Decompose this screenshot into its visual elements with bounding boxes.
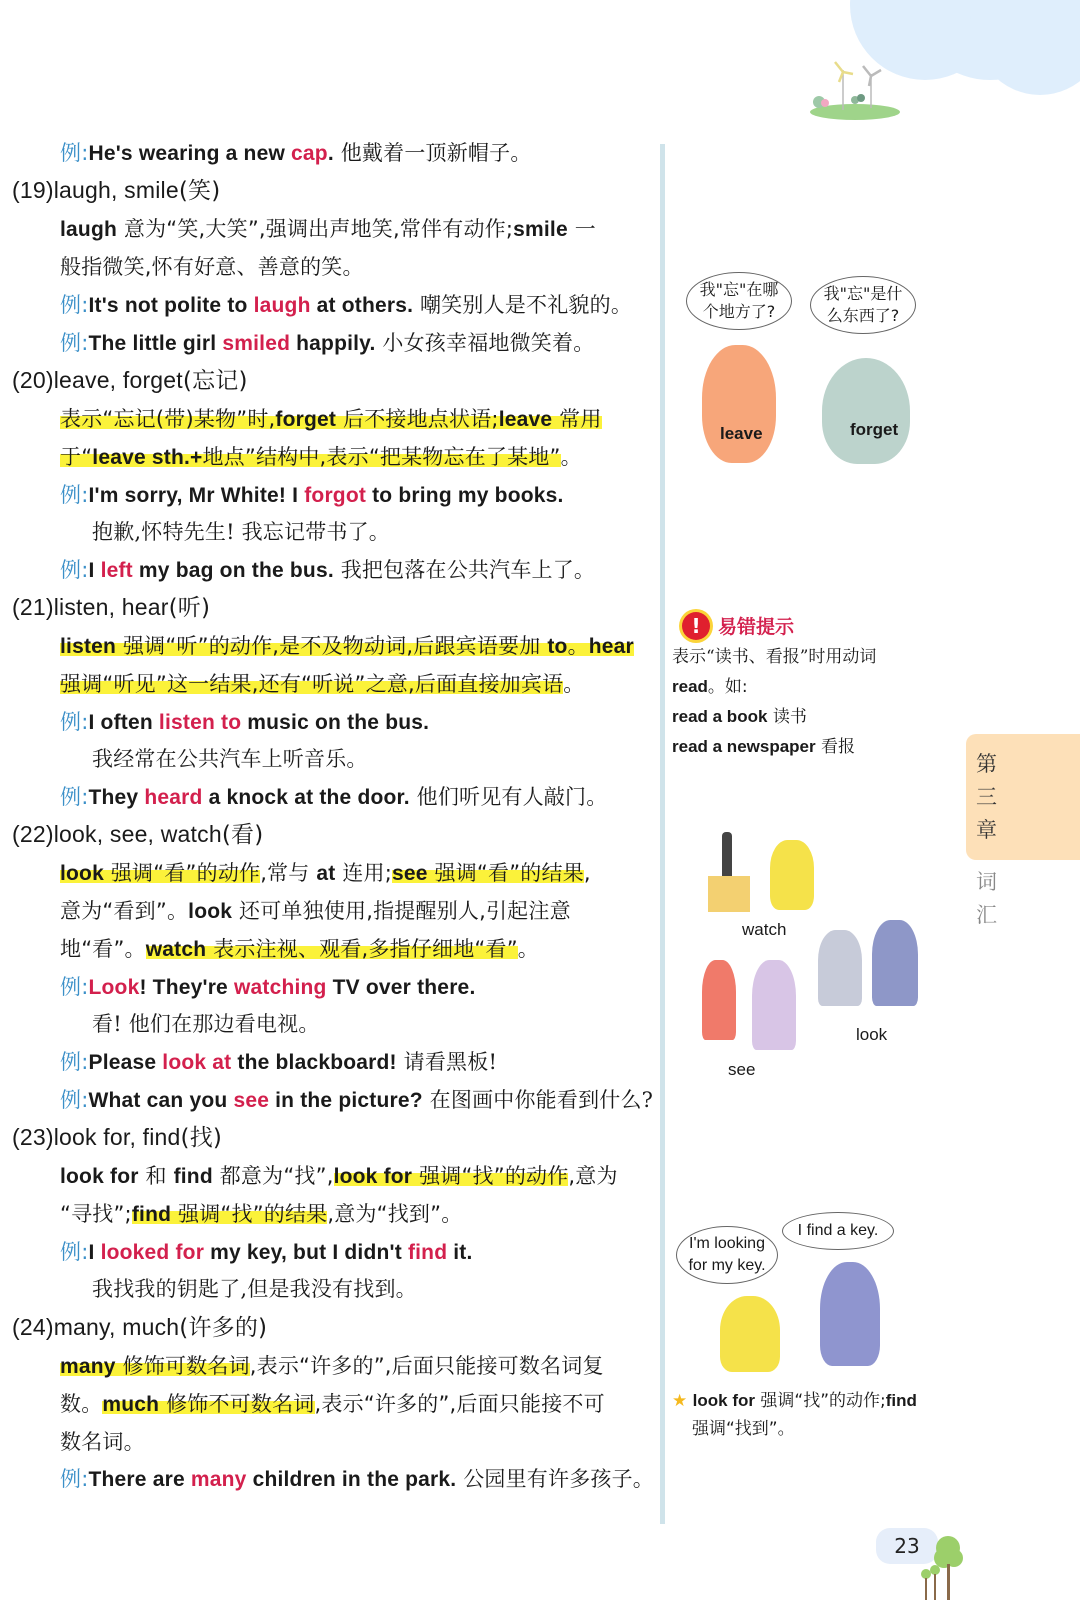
example-line bbox=[60, 972, 475, 1003]
explanation-line bbox=[60, 442, 582, 473]
heading-zh: (看) bbox=[221, 822, 264, 848]
term: leave sth.+ bbox=[92, 446, 203, 469]
explanation-text: 数名词。 bbox=[60, 1430, 145, 1454]
heading-zh: (忘记) bbox=[182, 368, 248, 394]
speech-bubble bbox=[686, 272, 792, 330]
term: find bbox=[173, 1165, 213, 1188]
example-text: It's not polite to bbox=[88, 294, 254, 317]
explanation-text: 强调“听见”这一结果,还有“听说”之意,后面直接加宾语 bbox=[60, 672, 564, 696]
example-text: my bag on the bus. bbox=[132, 559, 334, 582]
explanation-line bbox=[60, 1199, 462, 1230]
explanation-text: 般指微笑,怀有好意、善意的笑。 bbox=[60, 255, 364, 279]
example-line bbox=[60, 1085, 653, 1116]
explanation-text: 意为“笑,大笑”,强调出声地笑,常伴有动作; bbox=[117, 217, 514, 241]
heading-en: (19)laugh, smile bbox=[12, 177, 179, 203]
explanation-text: ,表示“许多的”,后面只能接不可 bbox=[314, 1392, 605, 1416]
explanation-text: 数。 bbox=[60, 1392, 103, 1416]
heading-en: (21)listen, hear bbox=[12, 594, 169, 620]
explanation-text: 后不接地点状语; bbox=[336, 407, 499, 431]
example-text: . bbox=[327, 142, 334, 165]
explanation-line bbox=[60, 1427, 145, 1458]
explanation-text: 常用 bbox=[552, 407, 602, 431]
bubble-text: 个地方了? bbox=[702, 302, 776, 321]
example-text: in the picture? bbox=[269, 1089, 423, 1112]
page-number: 23 bbox=[876, 1528, 938, 1564]
explanation-text: 地“看”。 bbox=[60, 937, 146, 961]
example-translation: 他戴着一顶新帽子。 bbox=[333, 141, 532, 165]
example-translation: 嘲笑别人是不礼貌的。 bbox=[413, 293, 633, 317]
example-text: He's wearing a new bbox=[88, 142, 292, 165]
example-line bbox=[60, 138, 532, 169]
example-translation: 小女孩幸福地微笑着。 bbox=[375, 331, 595, 355]
explanation-text: 强调“听”的动作,是不及物动词,后跟宾语要加 bbox=[116, 634, 548, 658]
example-text: a knock at the door. bbox=[202, 786, 410, 809]
girl-with-key-icon bbox=[820, 1262, 880, 1366]
bubble-text: 么东西了? bbox=[826, 306, 900, 325]
chapter-subtitle-char: 词 bbox=[976, 870, 997, 894]
explanation-line bbox=[60, 858, 591, 889]
explanation-line bbox=[60, 1351, 604, 1382]
bubble-text: for my key. bbox=[688, 1257, 766, 1274]
heading-en: (20)leave, forget bbox=[12, 367, 183, 393]
keyword: forgot bbox=[304, 484, 367, 507]
term: find bbox=[131, 1203, 172, 1226]
term: find bbox=[885, 1391, 917, 1410]
keyword: cap bbox=[291, 142, 328, 165]
chapter-tab[interactable] bbox=[966, 734, 1080, 860]
example-text: I bbox=[88, 559, 101, 582]
keyword: heard bbox=[144, 786, 203, 809]
example-text: my key, but I didn't bbox=[204, 1241, 408, 1264]
section-heading-20 bbox=[12, 365, 248, 396]
example-line bbox=[60, 1464, 654, 1495]
term: laugh bbox=[60, 218, 117, 241]
explanation-text: 于“ bbox=[60, 445, 93, 469]
explanation-line bbox=[60, 934, 539, 965]
example-line bbox=[60, 1047, 497, 1078]
boy-back-icon bbox=[752, 960, 796, 1050]
example-text: TV over there. bbox=[326, 976, 476, 999]
term: look bbox=[60, 862, 104, 885]
example-label: 例: bbox=[60, 1240, 89, 1264]
example-label: 例: bbox=[60, 293, 89, 317]
explanation-line bbox=[60, 1161, 618, 1192]
punctuation: 。 bbox=[563, 672, 585, 696]
example-label: 例: bbox=[60, 710, 89, 734]
example-line bbox=[60, 782, 607, 813]
term: see bbox=[392, 862, 428, 885]
example-label: 例: bbox=[60, 785, 89, 809]
tip-line bbox=[672, 732, 855, 762]
term: forget bbox=[275, 408, 337, 431]
explanation-text: 强调“找”的结果 bbox=[171, 1202, 328, 1226]
punctuation: 。 bbox=[560, 445, 582, 469]
punctuation: , bbox=[583, 861, 591, 885]
keyword: smiled bbox=[222, 332, 291, 355]
example-text: They bbox=[88, 786, 145, 809]
keyword: many bbox=[190, 1468, 247, 1491]
heading-zh: (许多的) bbox=[179, 1315, 268, 1341]
speech-bubble bbox=[782, 1212, 894, 1250]
note-text: 强调“找”的动作; bbox=[755, 1391, 886, 1411]
tip-text: 看报 bbox=[815, 737, 856, 757]
heading-zh: (笑) bbox=[178, 178, 221, 204]
heading-zh: (找) bbox=[180, 1125, 223, 1151]
example-translation-line: 抱歉,怀特先生! 我忘记带书了。 bbox=[92, 520, 390, 544]
cloud-decoration bbox=[970, 0, 1080, 95]
bubble-text: I find a key. bbox=[797, 1222, 879, 1239]
punctuation: 。 bbox=[517, 937, 539, 961]
explanation-line bbox=[60, 669, 584, 700]
alert-exclamation-icon: ! bbox=[682, 612, 710, 640]
keyword: looked for bbox=[100, 1241, 205, 1264]
tv-icon bbox=[722, 832, 732, 882]
boy-searching-icon bbox=[720, 1296, 780, 1372]
explanation-text: 强调“看”的动作 bbox=[103, 861, 261, 885]
example-text: at others. bbox=[310, 294, 414, 317]
explanation-text: 修饰可数名词 bbox=[115, 1354, 250, 1378]
heading-en: (24)many, much bbox=[12, 1314, 180, 1340]
chapter-subtitle-char: 汇 bbox=[976, 903, 997, 927]
example-label: 例: bbox=[60, 1467, 89, 1491]
illustration-label-see: see bbox=[728, 1060, 756, 1079]
keyword: find bbox=[407, 1241, 448, 1264]
explanation-text: 。 bbox=[567, 634, 589, 658]
example-line bbox=[60, 328, 594, 359]
section-heading-21 bbox=[12, 592, 210, 623]
term: to bbox=[547, 635, 568, 658]
example-line bbox=[60, 1237, 473, 1268]
bubble-text: I'm looking bbox=[689, 1235, 765, 1252]
explanation-text: 修饰不可数名词 bbox=[159, 1392, 315, 1416]
example-line bbox=[60, 555, 595, 586]
bubble-text: 我"忘"是什 bbox=[823, 284, 903, 303]
term: smile bbox=[513, 218, 568, 241]
example-label: 例: bbox=[60, 975, 89, 999]
example-text: I often bbox=[88, 711, 159, 734]
example-label: 例: bbox=[60, 1050, 89, 1074]
example-label: 例: bbox=[60, 558, 89, 582]
example-text: Please bbox=[88, 1051, 163, 1074]
explanation-text: 意为“看到”。 bbox=[60, 899, 189, 923]
column-divider bbox=[660, 144, 665, 1524]
character-label: leave bbox=[720, 424, 763, 443]
explanation-text: 连用; bbox=[335, 861, 393, 885]
example-text: There are bbox=[88, 1468, 191, 1491]
explanation-line bbox=[60, 404, 602, 435]
bubble-text: 我"忘"在哪 bbox=[699, 280, 779, 299]
explanation-text: 都意为“找”, bbox=[212, 1164, 334, 1188]
example-label: 例: bbox=[60, 141, 89, 165]
tip-line bbox=[672, 642, 876, 672]
term: look for bbox=[60, 1165, 139, 1188]
term: many bbox=[60, 1355, 116, 1378]
keyword: Look bbox=[88, 976, 140, 999]
term: listen bbox=[60, 635, 117, 658]
example-line bbox=[60, 480, 564, 511]
heading-en: (23)look for, find bbox=[12, 1124, 181, 1150]
example-translation-line: 我找我的钥匙了,但是我没有找到。 bbox=[92, 1277, 417, 1301]
chapter-subtitle bbox=[976, 866, 997, 932]
example-label: 例: bbox=[60, 483, 89, 507]
example-text: happily. bbox=[290, 332, 376, 355]
example-line bbox=[60, 707, 429, 738]
illustration-label-look: look bbox=[856, 1025, 888, 1044]
term: look for bbox=[333, 1165, 413, 1188]
term: read bbox=[672, 677, 708, 696]
speech-bubble bbox=[676, 1226, 778, 1284]
explanation-line bbox=[60, 1389, 605, 1420]
term: look bbox=[188, 900, 233, 923]
example-translation: 他们听见有人敲门。 bbox=[409, 785, 608, 809]
term: read a book bbox=[672, 707, 768, 726]
keyword: laugh bbox=[253, 294, 311, 317]
keyword: see bbox=[233, 1089, 270, 1112]
example-text: music on the bus. bbox=[241, 711, 430, 734]
explanation-text: ,表示“许多的”,后面只能接可数名词复 bbox=[249, 1354, 604, 1378]
example-text: ! They're bbox=[139, 976, 234, 999]
chapter-char: 第 bbox=[976, 752, 997, 776]
example-translation: 在图画中你能看到什么? bbox=[422, 1088, 654, 1112]
explanation-line bbox=[60, 214, 596, 245]
tv-stand-icon bbox=[708, 876, 750, 912]
tip-line bbox=[672, 672, 748, 702]
example-translation-line: 看! 他们在那边看电视。 bbox=[92, 1012, 320, 1036]
girl-icon bbox=[702, 960, 736, 1040]
explanation-text: ,意为 bbox=[568, 1164, 618, 1188]
example-translation: 公园里有许多孩子。 bbox=[456, 1467, 655, 1491]
character-label: forget bbox=[850, 420, 899, 439]
example-text: to bring my books. bbox=[366, 484, 564, 507]
chapter-char: 章 bbox=[976, 818, 997, 842]
boy-pointing-icon bbox=[818, 930, 862, 1006]
term: hear bbox=[588, 635, 634, 658]
term: at bbox=[316, 862, 336, 885]
explanation-line bbox=[60, 252, 364, 283]
explanation-text: 一 bbox=[567, 217, 596, 241]
explanation-text: 表示“忘记(带)某物”时, bbox=[60, 407, 276, 431]
boy-looking-icon bbox=[872, 920, 918, 1006]
example-label: 例: bbox=[60, 331, 89, 355]
example-text: I bbox=[88, 1241, 101, 1264]
explanation-line bbox=[60, 896, 571, 927]
keyword: watching bbox=[233, 976, 327, 999]
tree-icon bbox=[916, 1530, 964, 1600]
boy-watching-icon bbox=[770, 840, 814, 910]
example-text: it. bbox=[447, 1241, 473, 1264]
explanation-text: “寻找”; bbox=[60, 1202, 132, 1226]
term: watch bbox=[145, 938, 207, 961]
explanation-text: ,意为“找到”。 bbox=[327, 1202, 463, 1226]
explanation-text: 强调“看”的结果 bbox=[427, 861, 584, 885]
illustration-label-watch: watch bbox=[742, 920, 787, 939]
windmill-hill-icon bbox=[805, 60, 905, 120]
explanation-text: 表示注视、观看,多指仔细地“看” bbox=[206, 937, 518, 961]
example-translation: 请看黑板! bbox=[396, 1050, 498, 1074]
tip-text: 。如: bbox=[707, 677, 748, 697]
forget-bean-character-icon bbox=[822, 358, 910, 464]
example-text: children in the park. bbox=[246, 1468, 457, 1491]
keyword: listen to bbox=[158, 711, 242, 734]
heading-en: (22)look, see, watch bbox=[12, 821, 222, 847]
explanation-text: 和 bbox=[138, 1164, 174, 1188]
tip-line bbox=[672, 702, 807, 732]
explanation-line bbox=[60, 631, 634, 662]
example-translation-line: 我经常在公共汽车上听音乐。 bbox=[92, 747, 368, 771]
tip-title: 易错提示 bbox=[718, 616, 795, 638]
keyword: look at bbox=[162, 1051, 232, 1074]
explanation-text: 地点”结构中,表示“把某物忘在了某地” bbox=[202, 445, 561, 469]
tip-text: 表示“读书、看报”时用动词 bbox=[672, 647, 877, 667]
term: look for bbox=[692, 1391, 755, 1410]
term: much bbox=[102, 1393, 160, 1416]
illustration-note: 强调“找到”。 bbox=[692, 1419, 795, 1439]
section-heading-23 bbox=[12, 1122, 222, 1153]
chapter-char: 三 bbox=[976, 785, 997, 809]
example-translation: 我把包落在公共汽车上了。 bbox=[333, 558, 596, 582]
example-text: the blackboard! bbox=[231, 1051, 397, 1074]
explanation-text: ,常与 bbox=[260, 861, 317, 885]
example-text: What can you bbox=[88, 1089, 234, 1112]
illustration-note bbox=[672, 1386, 917, 1416]
example-label: 例: bbox=[60, 1088, 89, 1112]
star-icon: ★ bbox=[672, 1391, 688, 1411]
keyword: left bbox=[100, 559, 133, 582]
leave-bean-character-icon bbox=[702, 345, 776, 463]
example-line bbox=[60, 290, 632, 321]
section-heading-19 bbox=[12, 175, 220, 206]
tip-text: 读书 bbox=[767, 707, 807, 727]
term: leave bbox=[498, 408, 553, 431]
section-heading-24 bbox=[12, 1312, 267, 1343]
example-text: The little girl bbox=[88, 332, 223, 355]
explanation-text: 强调“找”的动作 bbox=[412, 1164, 569, 1188]
heading-zh: (听) bbox=[168, 595, 211, 621]
explanation-text: 还可单独使用,指提醒别人,引起注意 bbox=[232, 899, 571, 923]
speech-bubble bbox=[810, 276, 916, 334]
term: read a newspaper bbox=[672, 737, 816, 756]
example-text: I'm sorry, Mr White! I bbox=[88, 484, 305, 507]
section-heading-22 bbox=[12, 819, 263, 850]
